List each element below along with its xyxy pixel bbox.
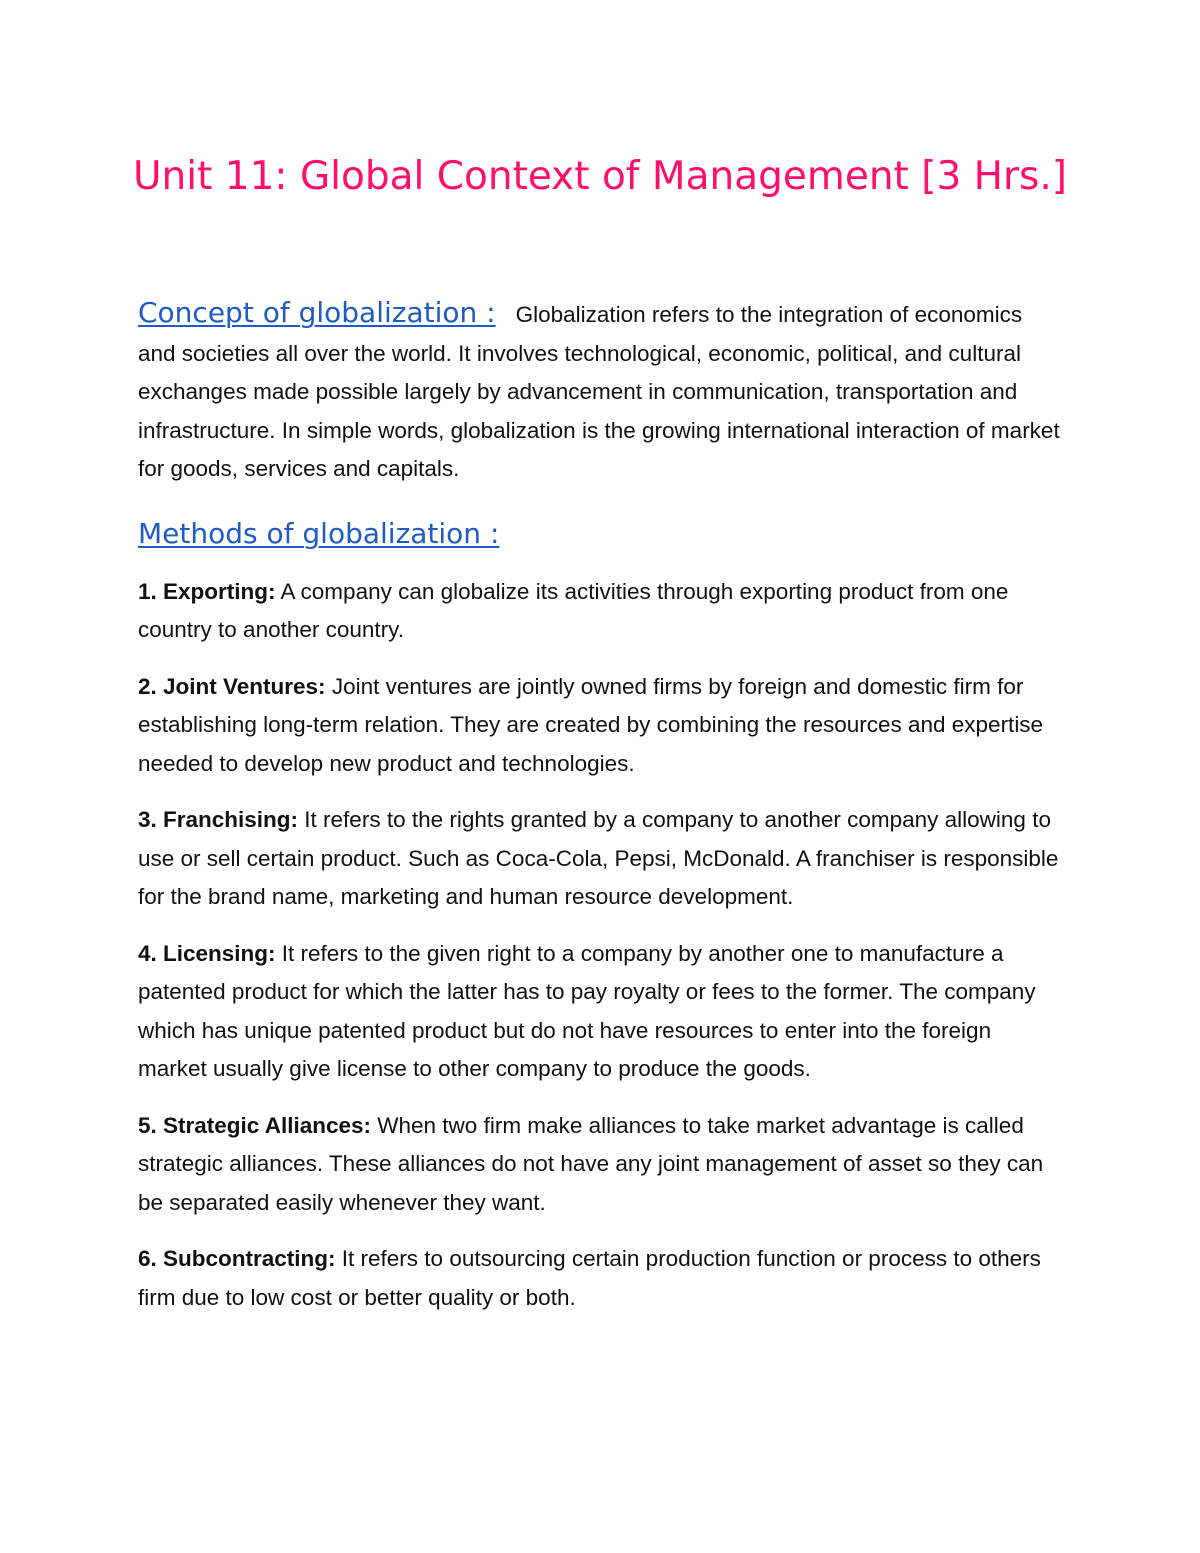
- method-text: Joint ventures are jointly owned firms by foreign and domestic firm for establishing long-term relation. They are created by combining the resources and expertise needed to develop new product and technologies.: [138, 673, 1044, 776]
- method-label: 5. Strategic Alliances:: [138, 1112, 372, 1138]
- method-text: It refers to the rights granted by a company to another company allowing to use or sell certain product. Such as Coca-Cola, Pepsi, McDonald. A franchiser is responsible for the brand name, marketing and human resource development.: [138, 807, 1059, 909]
- method-label: 4. Licensing:: [138, 940, 276, 966]
- concept-paragraph: [138, 294, 1063, 489]
- concept-heading: Concept of globalization :: [138, 296, 496, 329]
- method-text: It refers to the given right to a company by another one to manufacture a patented product for which the latter has to pay royalty or fees to the former. The company which has unique patented product but do not have resources to enter into the foreign market usually give license to other company to produce the goods.: [138, 940, 1036, 1081]
- methods-heading: Methods of globalization :: [138, 516, 500, 550]
- page-title: Unit 11: Global Context of Management [3 Hrs.]: [133, 154, 1067, 199]
- method-item-franchising: [138, 801, 1063, 917]
- method-label: 1. Exporting:: [138, 578, 276, 604]
- method-label: 3. Franchising:: [138, 807, 299, 832]
- method-item-licensing: [138, 935, 1063, 1089]
- method-item-subcontracting: [138, 1240, 1063, 1317]
- method-label: 2. Joint Ventures:: [138, 673, 326, 699]
- method-text: When two firm make alliances to take market advantage is called strategic alliances. These alliances do not have any joint management of asset so they can be separated easily whenever they want.: [138, 1112, 1044, 1215]
- method-text: It refers to outsourcing certain production function or process to others firm due to low cost or better quality or both.: [138, 1246, 1041, 1310]
- document-body: [138, 294, 1063, 1335]
- methods-list: [138, 573, 1063, 1318]
- concept-body: Globalization refers to the integration of economics and societies all over the world. It involves technological, economic, political, and cultural exchanges made possible largely by advancement in communication, transportation and infrastructure. In simple words, globalization is the growing international interaction of market for goods, services and capitals.: [138, 302, 1060, 481]
- method-label: 6. Subcontracting:: [138, 1246, 336, 1271]
- method-item-joint-ventures: [138, 668, 1063, 784]
- method-item-strategic-alliances: [138, 1107, 1063, 1223]
- method-text: A company can globalize its activities through exporting product from one country to another country.: [138, 578, 1009, 642]
- methods-heading-block: [138, 503, 1063, 567]
- method-item-exporting: [138, 573, 1063, 650]
